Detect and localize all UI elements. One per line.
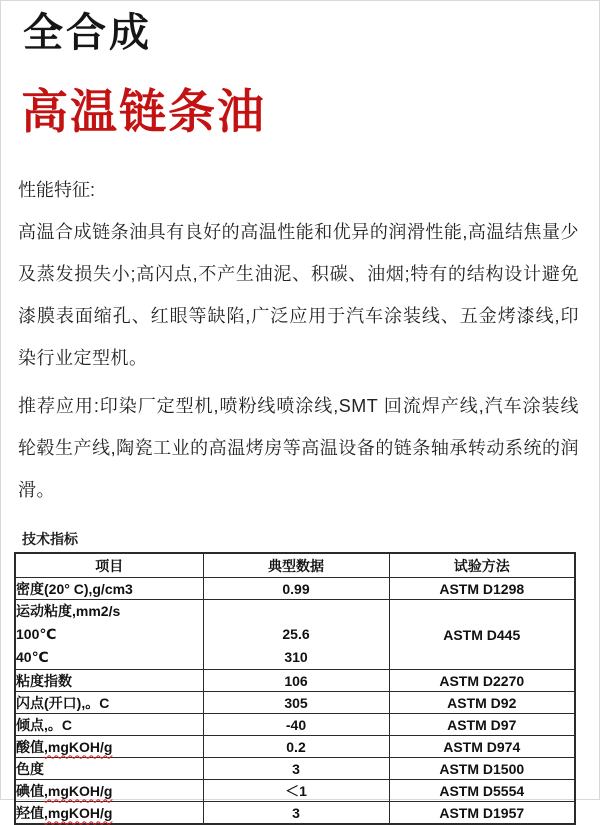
spec-item: 闪点(开口),。C [15,692,203,714]
spec-value: 305 [203,692,389,714]
product-title-line2: 高温链条油 [21,85,266,138]
spec-value: -40 [203,714,389,736]
table-row-color [15,758,575,780]
table-row-hydroxyl-value [15,802,575,825]
viscosity-100c-label: 100℃ [16,626,57,642]
spec-item: 粘度指数 [15,670,203,692]
table-row-pour-point [15,714,575,736]
table-row-iodine-value [15,780,575,802]
viscosity-40c-value: 310 [284,649,308,665]
spec-method: ASTM D97 [389,714,575,736]
table-row-viscosity-index [15,670,575,692]
spec-method: ASTM D2270 [389,670,575,692]
spec-value: 3 [203,758,389,780]
spec-value: 0.99 [203,578,389,600]
table-row-density [15,578,575,600]
spec-item [15,600,203,670]
spec-method: ASTM D5554 [389,780,575,802]
table-row-viscosity [15,600,575,670]
header-item: 项目 [15,553,203,578]
table-row-acid-value [15,736,575,758]
hydroxyl-unit-squiggle: ,mgKOH/g [44,804,113,821]
acid-unit-squiggle: ,mgKOH/g [44,738,113,755]
spec-item [15,736,203,758]
spec-value: 3 [203,802,389,825]
viscosity-40c-label: 40℃ [16,649,49,665]
performance-paragraph: 高温合成链条油具有良好的高温性能和优异的润滑性能,高温结焦量少及蒸发损失小;高闪点,不产生油泥、积碳、油烟;特有的结构设计避免漆膜表面缩孔、红眼等缺陷,广泛应用于汽车涂装线、五金烤漆线,印染行业定型机。 [18,222,579,368]
spec-value: 106 [203,670,389,692]
hydroxyl-label: 羟值 [16,804,44,821]
spec-method: ASTM D92 [389,692,575,714]
spec-method: ASTM D445 [389,600,575,670]
spec-item: 密度(20° C),g/cm3 [15,578,203,600]
spec-item [15,802,203,825]
acid-label: 酸值 [16,738,44,755]
viscosity-100c-value: 25.6 [282,626,310,642]
table-header-row [15,553,575,578]
iodine-unit-squiggle: ,mgKOH/g [44,782,113,799]
table-row-flash-point [15,692,575,714]
spec-method: ASTM D1298 [389,578,575,600]
header-typical-data: 典型数据 [203,553,389,578]
application-paragraph: 推荐应用:印染厂定型机,喷粉线喷涂线,SMT 回流焊产线,汽车涂装线轮毂生产线,陶瓷工业的高温烤房等高温设备的链条轴承转动系统的润滑。 [18,396,579,500]
spec-item: 倾点,。C [15,714,203,736]
spec-table [14,552,576,825]
spec-item: 色度 [15,758,203,780]
header-test-method: 试验方法 [389,553,575,578]
iodine-label: 碘值 [16,782,44,799]
performance-heading: 性能特征: [18,180,96,200]
product-title-line1: 全合成 [23,11,152,55]
spec-table-heading: 技术指标 [22,531,78,547]
spec-method: ASTM D1957 [389,802,575,825]
spec-value: 0.2 [203,736,389,758]
spec-value: ＜1 [203,780,389,802]
viscosity-label: 运动粘度,mm2/s [16,603,121,619]
viscosity-blank-value [204,600,389,623]
spec-method: ASTM D1500 [389,758,575,780]
spec-method: ASTM D974 [389,736,575,758]
spec-item [15,780,203,802]
spec-value [203,600,389,670]
